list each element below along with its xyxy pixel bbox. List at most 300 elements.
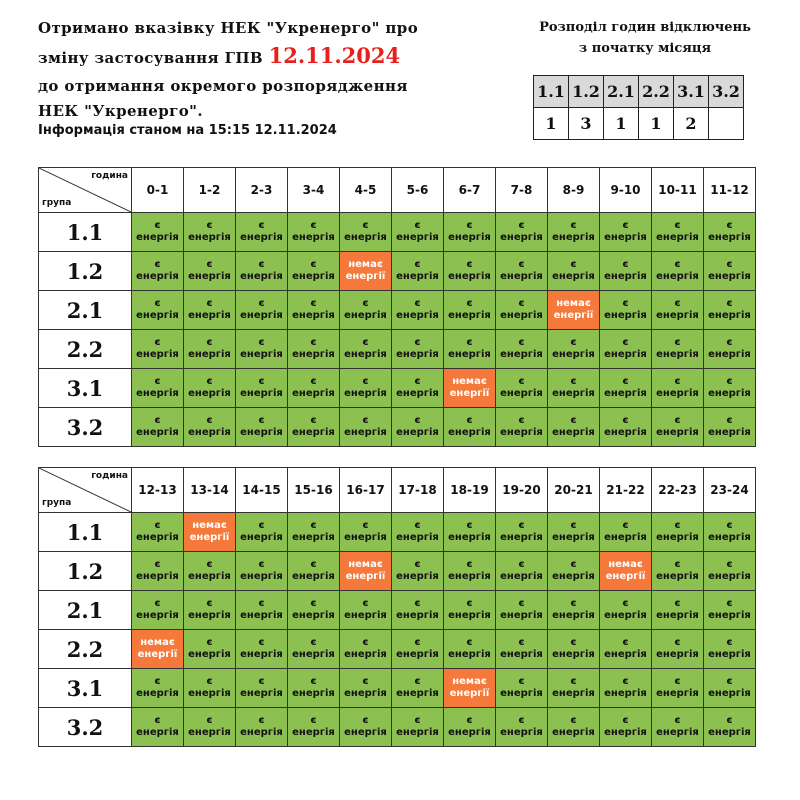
cell-status-line-1: є [570, 415, 577, 426]
cell-status-line-2: енергія [500, 388, 543, 399]
summary-value: 1 [604, 108, 639, 140]
cell-status-line-2: енергія [344, 388, 387, 399]
hour-column-header: 12-13 [132, 468, 184, 513]
summary-title-line-1: Розподіл годин відключень [539, 20, 751, 35]
cell-status-line-2: енергія [292, 427, 335, 438]
cell-status-line-1: є [362, 220, 369, 231]
cell-status-line-1: є [518, 298, 525, 309]
cell-status-line-1: є [206, 715, 213, 726]
group-name: 1.1 [39, 513, 132, 552]
power-on-cell [340, 213, 392, 252]
cell-status-line-2: енергія [240, 571, 283, 582]
hour-column-header: 8-9 [548, 168, 600, 213]
cell-status-line-2: енергія [604, 310, 647, 321]
power-on-cell [652, 669, 704, 708]
cell-status-line-2: енергія [708, 610, 751, 621]
cell-status-line-1: є [154, 415, 161, 426]
announcement-date: 12.11.2024 [268, 43, 401, 68]
cell-status-line-2: енергія [188, 310, 231, 321]
group-row [39, 552, 756, 591]
power-on-cell [444, 591, 496, 630]
cell-status-line-1: є [518, 559, 525, 570]
power-on-cell [184, 708, 236, 747]
cell-status-line-2: енергія [500, 610, 543, 621]
cell-status-line-1: є [726, 337, 733, 348]
power-on-cell [548, 552, 600, 591]
cell-status-line-1: є [414, 676, 421, 687]
cell-status-line-1: є [570, 715, 577, 726]
cell-status-line-1: є [310, 520, 317, 531]
cell-status-line-1: є [154, 376, 161, 387]
power-on-cell [600, 330, 652, 369]
cell-status-line-2: енергія [188, 232, 231, 243]
cell-status-line-2: енергія [136, 349, 179, 360]
cell-status-line-1: є [206, 298, 213, 309]
power-on-cell [236, 330, 288, 369]
cell-status-line-2: енергія [396, 532, 439, 543]
hour-column-header: 13-14 [184, 468, 236, 513]
hour-column-header: 21-22 [600, 468, 652, 513]
hour-column-header: 7-8 [496, 168, 548, 213]
cell-status-line-2: енергія [552, 571, 595, 582]
cell-status-line-2: енергії [553, 310, 594, 321]
cell-status-line-1: є [258, 676, 265, 687]
cell-status-line-2: енергія [292, 349, 335, 360]
cell-status-line-2: енергія [240, 427, 283, 438]
cell-status-line-1: є [570, 520, 577, 531]
power-on-cell [704, 369, 756, 408]
cell-status-line-1: є [518, 337, 525, 348]
cell-status-line-1: є [726, 676, 733, 687]
cell-status-line-1: є [674, 559, 681, 570]
power-on-cell [132, 252, 184, 291]
cell-status-line-2: енергія [396, 427, 439, 438]
cell-status-line-2: енергія [396, 649, 439, 660]
group-name: 1.2 [39, 552, 132, 591]
power-on-cell [392, 291, 444, 330]
cell-status-line-1: є [570, 259, 577, 270]
hour-column-header: 1-2 [184, 168, 236, 213]
power-on-cell [288, 291, 340, 330]
group-row [39, 291, 756, 330]
summary-value: 1 [534, 108, 569, 140]
power-on-cell [600, 591, 652, 630]
hour-column-header: 9-10 [600, 168, 652, 213]
hour-column-header: 16-17 [340, 468, 392, 513]
cell-status-line-2: енергія [656, 310, 699, 321]
cell-status-line-2: енергія [292, 271, 335, 282]
power-on-cell [496, 213, 548, 252]
cell-status-line-1: є [206, 559, 213, 570]
cell-status-line-1: є [310, 637, 317, 648]
cell-status-line-1: є [258, 259, 265, 270]
cell-status-line-1: є [518, 520, 525, 531]
cell-status-line-1: є [726, 376, 733, 387]
cell-status-line-2: енергія [552, 388, 595, 399]
group-name: 1.2 [39, 252, 132, 291]
cell-status-line-1: є [206, 637, 213, 648]
hour-group-corner [39, 468, 132, 513]
info-timestamp: Інформація станом на 15:15 12.11.2024 [38, 123, 337, 138]
power-on-cell [184, 369, 236, 408]
cell-status-line-2: енергія [188, 727, 231, 738]
power-on-cell [600, 513, 652, 552]
power-off-cell [600, 552, 652, 591]
hour-column-header: 18-19 [444, 468, 496, 513]
power-on-cell [288, 552, 340, 591]
cell-status-line-1: є [414, 598, 421, 609]
cell-status-line-2: енергія [708, 532, 751, 543]
cell-status-line-1: є [726, 637, 733, 648]
cell-status-line-2: енергія [604, 388, 647, 399]
cell-status-line-2: енергія [344, 232, 387, 243]
cell-status-line-1: є [206, 676, 213, 687]
cell-status-line-1: є [206, 337, 213, 348]
cell-status-line-1: є [310, 376, 317, 387]
power-on-cell [496, 513, 548, 552]
cell-status-line-1: є [726, 220, 733, 231]
cell-status-line-2: енергія [344, 649, 387, 660]
cell-status-line-2: енергія [552, 649, 595, 660]
power-on-cell [704, 552, 756, 591]
power-on-cell [132, 369, 184, 408]
hour-column-header: 6-7 [444, 168, 496, 213]
cell-status-line-1: є [466, 520, 473, 531]
cell-status-line-1: є [414, 520, 421, 531]
power-on-cell [236, 630, 288, 669]
power-on-cell [652, 213, 704, 252]
cell-status-line-1: є [362, 298, 369, 309]
power-on-cell [704, 330, 756, 369]
power-on-cell [236, 291, 288, 330]
power-on-cell [704, 669, 756, 708]
cell-status-line-2: енергія [136, 571, 179, 582]
power-on-cell [600, 213, 652, 252]
power-on-cell [444, 630, 496, 669]
power-on-cell [392, 513, 444, 552]
cell-status-line-2: енергія [344, 532, 387, 543]
schedule-table-morning [38, 167, 756, 447]
cell-status-line-2: енергія [552, 532, 595, 543]
power-on-cell [444, 513, 496, 552]
hours-header-row [39, 168, 756, 213]
cell-status-line-1: є [206, 220, 213, 231]
power-on-cell [704, 408, 756, 447]
cell-status-line-1: є [362, 415, 369, 426]
cell-status-line-1: є [258, 220, 265, 231]
cell-status-line-2: енергія [656, 532, 699, 543]
group-row [39, 591, 756, 630]
group-row [39, 369, 756, 408]
hour-column-header: 2-3 [236, 168, 288, 213]
group-name: 2.1 [39, 591, 132, 630]
summary-groups-row [534, 76, 744, 108]
power-off-cell [548, 291, 600, 330]
cell-status-line-1: є [622, 376, 629, 387]
cell-status-line-2: енергія [448, 571, 491, 582]
cell-status-line-1: є [570, 598, 577, 609]
power-on-cell [184, 630, 236, 669]
cell-status-line-1: є [570, 337, 577, 348]
cell-status-line-1: є [570, 376, 577, 387]
cell-status-line-1: є [466, 337, 473, 348]
group-row [39, 513, 756, 552]
summary-group: 3.1 [674, 76, 709, 108]
power-on-cell [392, 552, 444, 591]
power-on-cell [652, 552, 704, 591]
power-on-cell [236, 708, 288, 747]
cell-status-line-1: є [362, 676, 369, 687]
cell-status-line-1: є [674, 598, 681, 609]
power-on-cell [548, 408, 600, 447]
cell-status-line-1: є [258, 559, 265, 570]
power-on-cell [704, 513, 756, 552]
cell-status-line-2: енергія [708, 271, 751, 282]
cell-status-line-1: є [258, 715, 265, 726]
summary-value: 2 [674, 108, 709, 140]
cell-status-line-1: є [674, 220, 681, 231]
power-on-cell [444, 408, 496, 447]
cell-status-line-2: енергія [656, 610, 699, 621]
cell-status-line-2: енергія [604, 349, 647, 360]
power-on-cell [288, 630, 340, 669]
cell-status-line-2: енергія [500, 232, 543, 243]
cell-status-line-1: є [414, 376, 421, 387]
cell-status-line-1: є [154, 559, 161, 570]
power-on-cell [600, 708, 652, 747]
power-on-cell [340, 591, 392, 630]
power-on-cell [236, 591, 288, 630]
cell-status-line-1: є [518, 637, 525, 648]
power-on-cell [652, 330, 704, 369]
cell-status-line-2: енергії [189, 532, 230, 543]
cell-status-line-1: є [310, 415, 317, 426]
power-on-cell [444, 291, 496, 330]
cell-status-line-2: енергія [552, 610, 595, 621]
power-on-cell [236, 369, 288, 408]
cell-status-line-1: є [362, 598, 369, 609]
cell-status-line-1: є [154, 259, 161, 270]
cell-status-line-1: є [154, 676, 161, 687]
power-on-cell [652, 591, 704, 630]
power-on-cell [392, 252, 444, 291]
cell-status-line-2: енергія [708, 349, 751, 360]
group-name: 3.2 [39, 408, 132, 447]
power-on-cell [340, 330, 392, 369]
cell-status-line-1: немає [556, 298, 591, 309]
power-on-cell [496, 630, 548, 669]
power-on-cell [184, 213, 236, 252]
power-on-cell [704, 291, 756, 330]
schedule-table-evening [38, 467, 756, 747]
cell-status-line-2: енергія [292, 310, 335, 321]
hour-column-header: 23-24 [704, 468, 756, 513]
power-on-cell [496, 669, 548, 708]
cell-status-line-2: енергія [604, 427, 647, 438]
cell-status-line-1: є [310, 259, 317, 270]
cell-status-line-1: є [622, 520, 629, 531]
power-on-cell [392, 630, 444, 669]
announcement-line-3: до отримання окремого розпорядження [38, 77, 408, 95]
cell-status-line-1: є [518, 376, 525, 387]
hour-column-header: 3-4 [288, 168, 340, 213]
cell-status-line-1: є [726, 715, 733, 726]
cell-status-line-2: енергія [604, 271, 647, 282]
power-on-cell [236, 513, 288, 552]
announcement-line-4: НЕК "Укренерго". [38, 102, 203, 120]
cell-status-line-1: немає [452, 676, 487, 687]
cell-status-line-1: є [310, 598, 317, 609]
cell-status-line-1: є [466, 259, 473, 270]
cell-status-line-1: є [674, 337, 681, 348]
cell-status-line-2: енергія [604, 232, 647, 243]
power-on-cell [652, 708, 704, 747]
cell-status-line-1: є [154, 337, 161, 348]
cell-status-line-1: є [518, 676, 525, 687]
power-on-cell [548, 369, 600, 408]
cell-status-line-1: є [466, 559, 473, 570]
cell-status-line-1: є [518, 220, 525, 231]
power-on-cell [652, 252, 704, 291]
cell-status-line-2: енергія [396, 232, 439, 243]
cell-status-line-2: енергія [656, 571, 699, 582]
power-on-cell [600, 408, 652, 447]
cell-status-line-2: енергія [448, 271, 491, 282]
power-on-cell [496, 408, 548, 447]
power-on-cell [132, 591, 184, 630]
power-on-cell [340, 513, 392, 552]
power-on-cell [496, 291, 548, 330]
hour-column-header: 19-20 [496, 468, 548, 513]
cell-status-line-2: енергія [604, 727, 647, 738]
cell-status-line-2: енергія [396, 610, 439, 621]
cell-status-line-2: енергії [449, 688, 490, 699]
cell-status-line-2: енергія [396, 388, 439, 399]
cell-status-line-1: є [258, 415, 265, 426]
cell-status-line-1: є [154, 298, 161, 309]
cell-status-line-2: енергія [136, 427, 179, 438]
cell-status-line-2: енергія [344, 688, 387, 699]
cell-status-line-2: енергія [240, 610, 283, 621]
cell-status-line-2: енергія [604, 610, 647, 621]
cell-status-line-1: є [518, 715, 525, 726]
cell-status-line-2: енергія [448, 310, 491, 321]
cell-status-line-1: є [674, 520, 681, 531]
group-row [39, 708, 756, 747]
cell-status-line-2: енергія [344, 610, 387, 621]
summary-group: 2.2 [639, 76, 674, 108]
summary-group: 2.1 [604, 76, 639, 108]
cell-status-line-2: енергія [396, 271, 439, 282]
cell-status-line-1: є [622, 598, 629, 609]
cell-status-line-1: є [362, 715, 369, 726]
power-on-cell [496, 330, 548, 369]
power-off-cell [444, 669, 496, 708]
cell-status-line-1: є [622, 259, 629, 270]
power-on-cell [548, 591, 600, 630]
cell-status-line-2: енергія [604, 532, 647, 543]
cell-status-line-2: енергія [500, 688, 543, 699]
cell-status-line-2: енергія [500, 532, 543, 543]
cell-status-line-2: енергія [448, 232, 491, 243]
cell-status-line-1: є [466, 220, 473, 231]
cell-status-line-2: енергія [708, 427, 751, 438]
cell-status-line-1: є [466, 598, 473, 609]
cell-status-line-1: є [258, 376, 265, 387]
cell-status-line-2: енергія [552, 427, 595, 438]
power-on-cell [392, 330, 444, 369]
hour-column-header: 11-12 [704, 168, 756, 213]
cell-status-line-2: енергія [656, 388, 699, 399]
cell-status-line-1: є [726, 520, 733, 531]
cell-status-line-1: є [414, 715, 421, 726]
cell-status-line-2: енергія [240, 388, 283, 399]
cell-status-line-2: енергії [449, 388, 490, 399]
power-on-cell [704, 591, 756, 630]
power-on-cell [496, 591, 548, 630]
power-on-cell [392, 591, 444, 630]
power-on-cell [184, 252, 236, 291]
hour-column-header: 20-21 [548, 468, 600, 513]
cell-status-line-2: енергія [656, 427, 699, 438]
power-on-cell [236, 252, 288, 291]
cell-status-line-2: енергія [396, 349, 439, 360]
power-on-cell [652, 408, 704, 447]
cell-status-line-1: є [622, 676, 629, 687]
power-on-cell [288, 252, 340, 291]
cell-status-line-1: є [726, 598, 733, 609]
cell-status-line-1: немає [608, 559, 643, 570]
cell-status-line-2: енергія [708, 649, 751, 660]
cell-status-line-2: енергія [656, 232, 699, 243]
cell-status-line-2: енергія [292, 388, 335, 399]
cell-status-line-1: немає [140, 637, 175, 648]
group-row [39, 408, 756, 447]
cell-status-line-1: є [622, 415, 629, 426]
summary-group: 1.2 [569, 76, 604, 108]
power-on-cell [184, 552, 236, 591]
power-on-cell [600, 369, 652, 408]
cell-status-line-1: немає [452, 376, 487, 387]
cell-status-line-2: енергія [500, 349, 543, 360]
cell-status-line-1: є [154, 715, 161, 726]
cell-status-line-2: енергія [344, 727, 387, 738]
cell-status-line-2: енергія [604, 649, 647, 660]
announcement-line-1: Отримано вказівку НЕК "Укренерго" про [38, 19, 419, 37]
hours-header-row [39, 468, 756, 513]
cell-status-line-2: енергія [136, 310, 179, 321]
hour-column-header: 10-11 [652, 168, 704, 213]
power-on-cell [600, 252, 652, 291]
group-row [39, 213, 756, 252]
cell-status-line-1: немає [348, 559, 383, 570]
power-on-cell [132, 330, 184, 369]
cell-status-line-1: є [674, 676, 681, 687]
power-on-cell [548, 630, 600, 669]
hour-column-header: 4-5 [340, 168, 392, 213]
cell-status-line-2: енергія [240, 727, 283, 738]
cell-status-line-1: є [674, 259, 681, 270]
cell-status-line-1: є [154, 598, 161, 609]
power-on-cell [184, 408, 236, 447]
summary-group: 3.2 [709, 76, 744, 108]
power-on-cell [444, 213, 496, 252]
power-on-cell [496, 369, 548, 408]
cell-status-line-1: є [362, 637, 369, 648]
cell-status-line-2: енергія [136, 232, 179, 243]
outage-summary-table [533, 75, 744, 140]
cell-status-line-1: є [726, 415, 733, 426]
